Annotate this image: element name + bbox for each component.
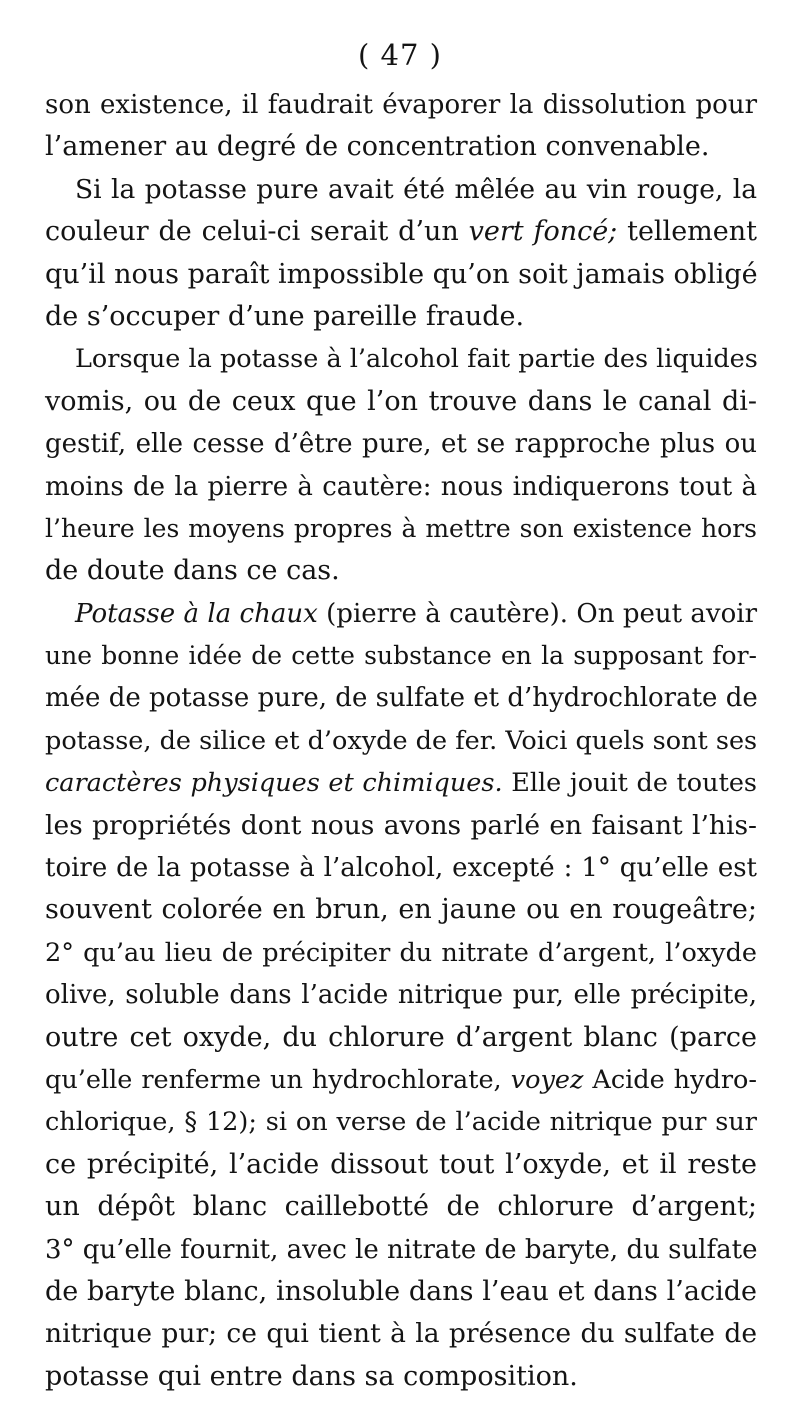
text-line xyxy=(45,254,757,296)
text-segment: (pierre à cautère). On peut avoir xyxy=(317,598,757,629)
text-segment: chlorique, § 12); si on verse de l’acide nitrique pur sur xyxy=(45,1107,757,1138)
text-segment: vomis, ou de ceux que l’on trouve dans le canal di- xyxy=(45,385,757,417)
text-segment: potasse, de silice et d’oxyde de fer. Voici quels sont ses xyxy=(45,725,758,756)
text-segment: potasse qui entre dans sa composition. xyxy=(45,1360,578,1392)
text-segment: tellement xyxy=(617,216,757,248)
text-segment: Si la potasse pure avait été mêlée au vin rouge, la xyxy=(75,173,757,205)
body-text xyxy=(45,84,757,1398)
text-line xyxy=(45,169,757,211)
text-line xyxy=(45,1017,757,1059)
text-segment: un dépôt blanc caillebotté de chlorure d’argent; xyxy=(45,1191,757,1223)
text-line xyxy=(45,296,757,338)
text-segment: souvent colorée en brun, en jaune ou en rougeâtre; xyxy=(45,894,757,926)
text-segment: couleur de celui-ci serait d’un xyxy=(45,216,469,248)
text-line xyxy=(45,1356,757,1398)
italic-segment: vert foncé; xyxy=(468,216,618,248)
italic-segment: voyez xyxy=(510,1064,584,1095)
text-segment: 2° qu’au lieu de précipiter du nitrate d’argent, l’oxyde xyxy=(45,937,757,968)
text-line xyxy=(45,423,757,465)
text-segment: Acide hydro- xyxy=(583,1064,757,1095)
text-segment: une bonne idée de cette substance en la supposant for- xyxy=(45,641,757,671)
text-line xyxy=(45,1144,757,1186)
text-segment: gestif, elle cesse d’être pure, et se rapproche plus ou xyxy=(45,429,757,460)
text-segment: 3° qu’elle fournit, avec le nitrate de baryte, du sulfate xyxy=(45,1234,758,1265)
text-line xyxy=(45,466,757,508)
text-segment: de baryte blanc, insoluble dans l’eau et dans l’acide xyxy=(45,1275,757,1307)
text-line xyxy=(45,84,757,126)
text-line xyxy=(45,1101,757,1143)
text-line xyxy=(45,338,757,380)
text-segment: Elle jouit de toutes xyxy=(502,768,758,799)
text-line xyxy=(45,677,757,719)
text-line xyxy=(45,762,757,804)
text-line xyxy=(45,805,757,847)
text-line xyxy=(45,211,757,253)
text-segment: moins de la pierre à cautère: nous indiquerons tout à xyxy=(45,471,757,502)
italic-segment: caractères physiques et chimiques. xyxy=(45,768,503,799)
text-segment: qu’elle renferme un hydrochlorate, xyxy=(45,1064,511,1095)
text-line xyxy=(45,126,757,168)
text-line xyxy=(45,1229,757,1271)
italic-segment: Potasse à la chaux xyxy=(75,598,318,629)
text-line xyxy=(45,847,757,889)
text-segment: son existence, il faudrait évaporer la dissolution pour xyxy=(45,90,757,120)
text-segment: nitrique pur; ce qui tient à la présence du sulfate de xyxy=(45,1318,757,1350)
text-segment: olive, soluble dans l’acide nitrique pur, elle précipite, xyxy=(45,980,757,1011)
text-line xyxy=(45,974,757,1016)
text-line xyxy=(45,932,757,974)
text-line xyxy=(45,550,757,592)
text-line xyxy=(45,720,757,762)
text-segment: de doute dans ce cas. xyxy=(45,555,340,587)
text-line xyxy=(45,381,757,423)
text-segment: qu’il nous paraît impossible qu’on soit jamais obligé xyxy=(45,258,758,290)
page-number: ( 47 ) xyxy=(358,38,442,72)
text-line xyxy=(45,1271,757,1313)
text-segment: les propriétés dont nous avons parlé en faisant l’his- xyxy=(45,809,757,841)
text-line xyxy=(45,593,757,635)
text-segment: outre cet oxyde, du chlorure d’argent blanc (parce xyxy=(45,1021,757,1053)
text-line xyxy=(45,508,757,550)
text-line xyxy=(45,889,757,931)
text-line xyxy=(45,635,757,677)
text-segment: mée de potasse pure, de sulfate et d’hydrochlorate de xyxy=(45,683,758,714)
text-line xyxy=(45,1313,757,1355)
text-segment: Lorsque la potasse à l’alcohol fait partie des liquides xyxy=(75,344,758,375)
text-segment: ce précipité, l’acide dissout tout l’oxyde, et il reste xyxy=(45,1148,757,1180)
text-line xyxy=(45,1059,757,1101)
text-segment: l’amener au degré de concentration convenable. xyxy=(45,131,710,163)
text-segment: de s’occuper d’une pareille fraude. xyxy=(45,300,525,332)
text-line xyxy=(45,1186,757,1228)
text-segment: toire de la potasse à l’alcohol, excepté : 1° qu’elle est xyxy=(45,853,757,884)
text-segment: l’heure les moyens propres à mettre son existence hors xyxy=(45,513,757,543)
